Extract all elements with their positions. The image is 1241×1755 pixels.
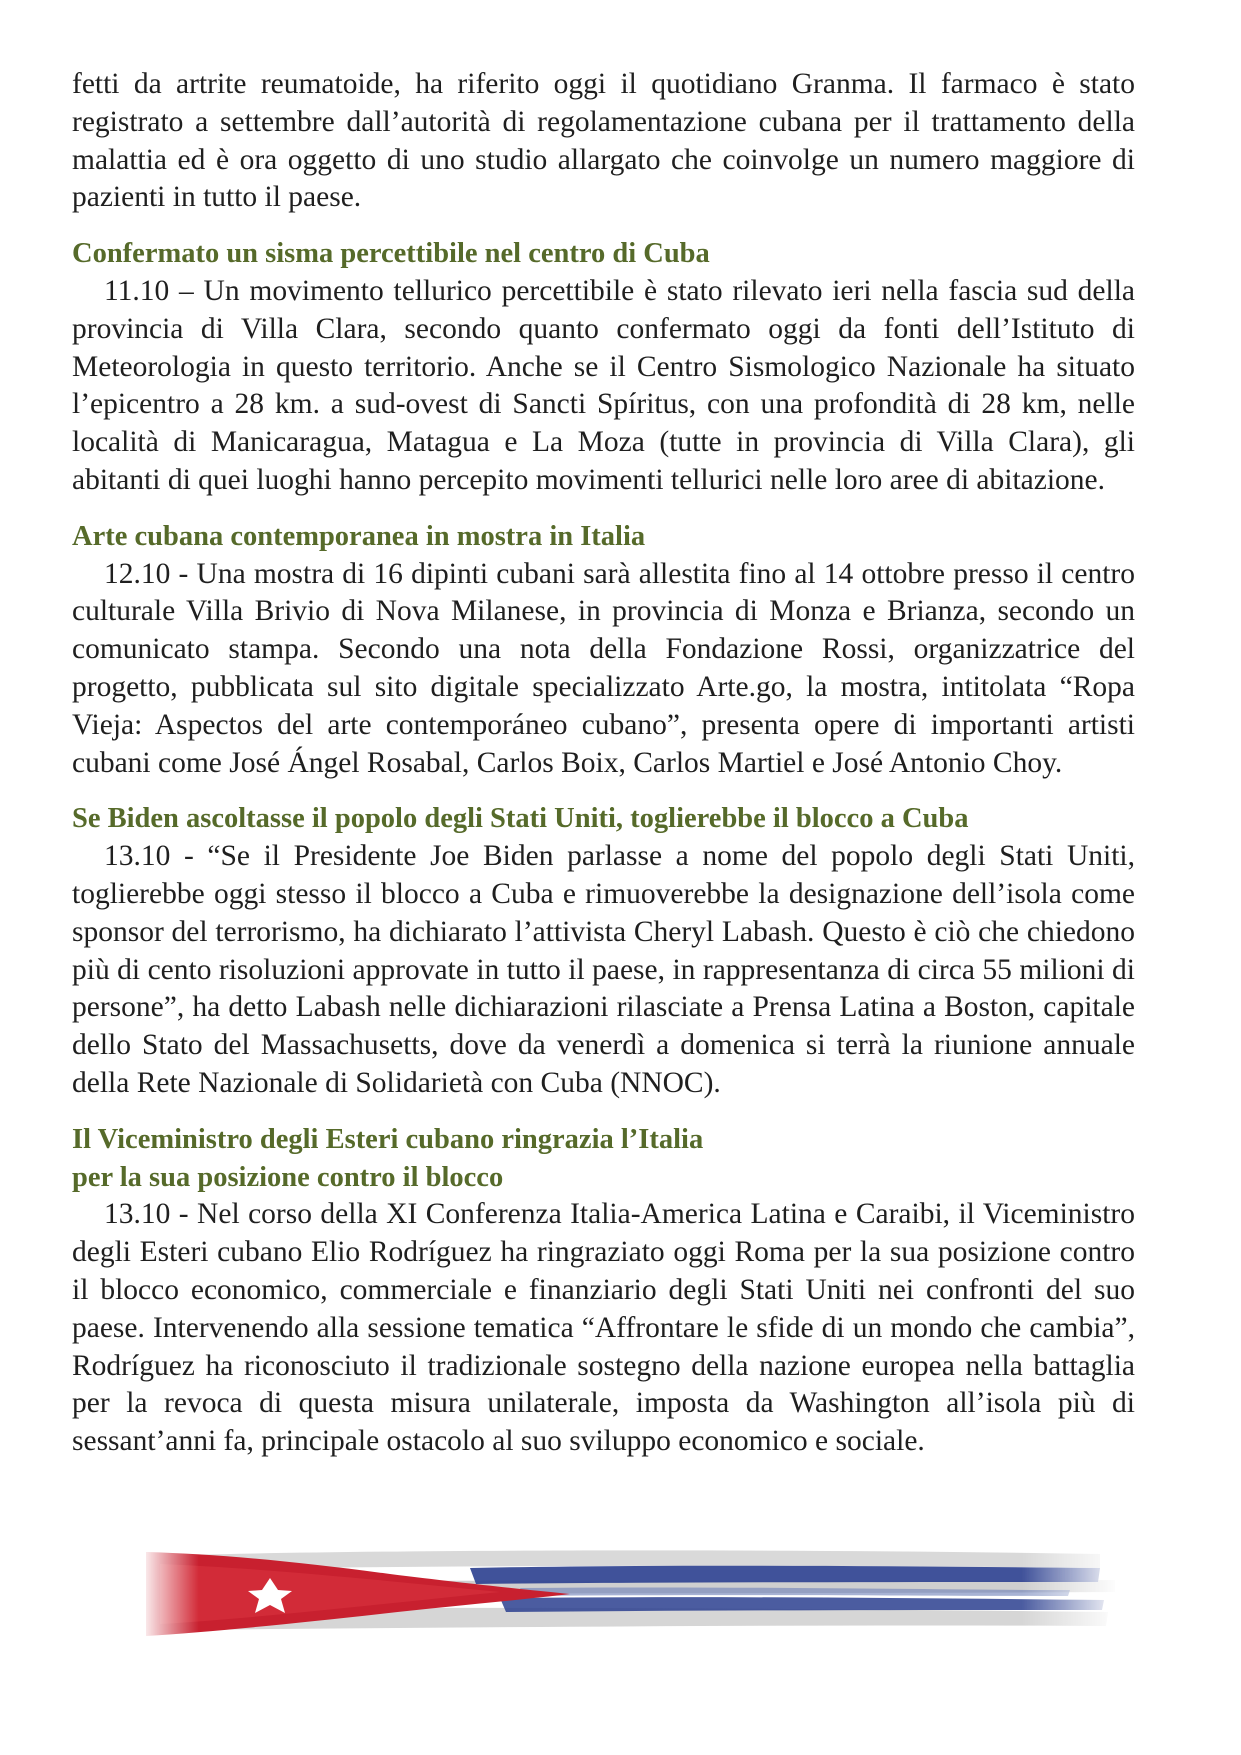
article-body: 13.10 - Nel corso della XI Conferenza Italia-America Latina e Caraibi, il Viceministro degli Esteri cubano Elio Rodríguez ha ringraziato oggi Roma per la sua posizione contro il blocco economico, commerciale e finanziario degli Stati Uniti nei confronti del suo paese. Intervenendo alla sessione tematica “Affrontare le sfide di un mondo che cambia”, Rodríguez ha riconosciuto il tradizionale sostegno della nazione europea nella battaglia per la revoca di questa misura unilaterale, imposta da Washington all’isola più di sessant’anni fa, principale ostacolo al suo sviluppo economico e sociale. [72, 1198, 1135, 1458]
article-art-exhibition [72, 518, 1135, 783]
article-title: Se Biden ascoltasse il popolo degli Stati Uniti, toglierebbe il blocco a Cuba [72, 803, 969, 835]
article-body: 11.10 – Un movimento tellurico percettibile è stato rilevato ieri nella fascia sud della provincia di Villa Clara, secondo quanto confermato oggi da fonti dell’Istituto di Meteorologia in questo territorio. Anche se il Centro Sismologico Nazionale ha situato l’epicentro a 28 km. a sud-ovest di Sancti Spíritus, con una profondità di 28 km, nelle località di Manicaragua, Matagua e La Moza (tutte in provincia di Villa Clara), gli abitanti di quei luoghi hanno percepito movimenti tellurici nelle loro aree di abitazione. [72, 274, 1135, 496]
article-biden-blockade [72, 800, 1135, 1102]
article-title-line2: per la sua posizione contro il blocco [72, 1161, 504, 1193]
article-viceminister [72, 1121, 1135, 1461]
article-title: Il Viceministro degli Esteri cubano ringrazia l’Italia [72, 1123, 704, 1155]
cuban-flag-brushstroke-icon [140, 1548, 1120, 1638]
intro-paragraph: fetti da artrite reumatoide, ha riferito oggi il quotidiano Granma. Il farmaco è stato registrato a settembre dall’autorità di regolamentazione cubana per il trattamento della malattia ed è ora oggetto di uno studio allargato che coinvolge un numero maggiore di pazienti in tutto il paese. [72, 68, 1135, 214]
article-earthquake [72, 235, 1135, 500]
article-body: 13.10 - “Se il Presidente Joe Biden parlasse a nome del popolo degli Stati Uniti, toglierebbe oggi stesso il blocco a Cuba e rimuoverebbe la designazione dell’isola come sponsor del terrorismo, ha dichiarato l’attivista Cheryl Labash. Questo è ciò che chiedono più di cento risoluzioni approvate in tutto il paese, in rappresentanza di circa 55 milioni di persone”, ha detto Labash nelle dichiarazioni rilasciate a Prensa Latina a Boston, capitale dello Stato del Massachusetts, dove da venerdì a domenica si terrà la riunione annuale della Rete Nazionale di Solidarietà con Cuba (NNOC). [72, 840, 1135, 1099]
document-page [72, 66, 1135, 1461]
article-title: Confermato un sisma percettibile nel centro di Cuba [72, 238, 710, 270]
article-body: 12.10 - Una mostra di 16 dipinti cubani sarà allestita fino al 14 ottobre presso il centro culturale Villa Brivio di Nova Milanese, in provincia di Monza e Brianza, secondo un comunicato stampa. Secondo una nota della Fondazione Rossi, organizzatrice del progetto, pubblicata sul sito digitale specializzato Arte.go, la mostra, intitolata “Ropa Vieja: Aspectos del arte contemporáneo cubano”, presenta opere di importanti artisti cubani come José Ángel Rosabal, Carlos Boix, Carlos Martiel e José Antonio Choy. [72, 557, 1135, 779]
article-title: Arte cubana contemporanea in mostra in Italia [72, 520, 646, 552]
